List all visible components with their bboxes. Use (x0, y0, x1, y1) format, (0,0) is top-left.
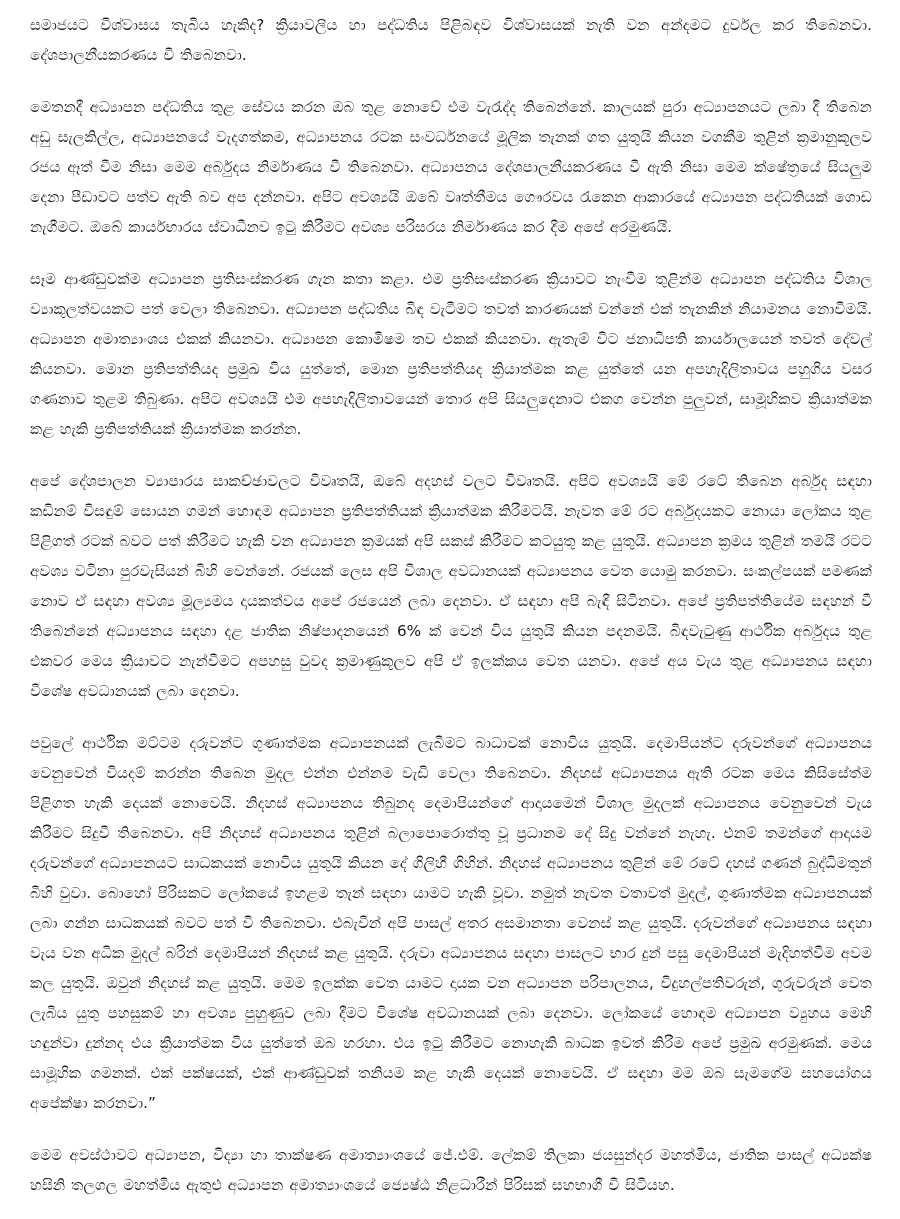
paragraph-trust: සමාජයට විශ්වාසය තැබිය හැකිද? ක්‍රියාවලිය හා පද්ධතිය පිළිබඳව විශ්වාසයක් නැති වන අන්දමට දුර්වල කර තිබෙනවා. දේශපාලනීයකරණය වී තිබෙනවා. (30, 16, 872, 64)
paragraph-attendees: මෙම අවස්ථාවට අධ්‍යාපන, විද්‍යා හා තාක්ෂණ අමාත්‍යාංශයේ ජේ.එම්. ලේකම් තිලකා ජයසුන්දර මහත්මිය, ජාතික පාසල් අධ්‍යක්ෂ හසිනි තලගල මහත්මිය ඇතුළු අධ්‍යාපන අමාත්‍යාංශයේ ජ්‍යෙෂ්ඨ නිළධාරීන් පිරිසක් සහභාගී වී සිටියහ. (30, 1146, 872, 1194)
paragraph-policy: අපේ දේශපාලන ව්‍යාපාරය සාකච්ඡාවලට විවෘතයි, ඔබේ අදහස් වලට විවෘතයි. අපිට අවශ්‍යයි මේ රටේ තිබෙන අර්බුද සඳහා කඩිනම් විසඳුම් සොයන ගමන් හොඳම අධ්‍යාපන ප්‍රතිපත්තියක් ක්‍රියාත්මක කිරීමටයි. නැවත මේ රට අර්බුදයකට නොයා ලෝකය තුළ පිළිගත් රටක් බවට පත් කිරීමට හැකි වන අධ්‍යාපන ක්‍රමයක් අපි සකස් කිරීමට කටයුතු කළ යුතුයි. අධ්‍යාපන ක්‍රමය තුළින් තමයි රටට අවශ්‍ය වටිනා පුරවැසියන් බිහි වෙන්නේ. රජයක් ලෙස අපි විශාල අවධානයක් අධ්‍යාපනය වෙත යොමු කරනවා. සංකල්පයක් පමණක් නොව ඒ සඳහා අවශ්‍ය මූල්‍යමය දායකත්වය අපේ රජයෙන් ලබා දෙනවා. ඒ සඳහා අපි බැඳී සිටිනවා. අපේ ප්‍රතිපත්තියේම සඳහන් වී තිබෙන්නේ අධ්‍යාපනය සඳහා දළ ජාතික නිෂ්පාදනයෙන් 6% ක් වෙන් විය යුතුයි කියන පදනමයි. බිඳවැටුණු ආර්ථික අර්බුදය තුළ එකවර මෙය ක්‍රියාවට නැන්වීමට අපහසු වුවද ක්‍රමාණුකූලව අපි ඒ ඉලක්කය වෙත යනවා. අපේ අය වැය තුළ අධ්‍යාපනය සඳහා විශේෂ අවධානයක් ලබා දෙනවා. (30, 472, 872, 700)
paragraph-education-system: මෙතනදී අධ්‍යාපන පද්ධතිය තුළ සේවය කරන ඔබ තුළ නොවේ එම වැරැද්ද තිබෙන්නේ. කාලයක් පුරා අධ්‍යාපනයට ලබා දී තිබෙන අඩු සැලකිල්ල, අධ්‍යාපනයේ වැදගත්කම, අධ්‍යාපනය රටක සංවර්ධනයේ මූලික තැනක් ගත යුතුයි කියන වගකීම තුළින් ක්‍රමානුකූලව රජය ඈත් වීම නිසා මෙම අර්බුදය නිර්මාණය වී තිබෙනවා. අධ්‍යාපනය දේශපාලනීයකරණය වී ඇති නිසා මෙම ක්ෂේත්‍රයේ සියලුම දෙනා පීඩාවට පත්ව ඇති බව අප දන්නවා. අපිට අවශ්‍යයි ඔබේ වෘත්තීමය ගෞරවය රැකෙන ආකාරයේ අධ්‍යාපන පද්ධතියක් ගොඩ නැගීමට. ඔබේ කාර්යභාරය ස්වාධීනව ඉටු කිරීමට අවශ්‍ය පරිසරය නිර්මාණය කර දීම අපේ අරමුණයි. (30, 98, 872, 236)
paragraph-reforms: සෑම ආණ්ඩුවක්ම අධ්‍යාපන ප්‍රතිසංස්කරණ ගැන කතා කළා. එම ප්‍රතිසංස්කරණ ක්‍රියාවට නැංවීම තුළින්ම අධ්‍යාපන පද්ධතිය විශාල ව්‍යාකූලත්වයකට පත් වෙලා තිබෙනවා. අධ්‍යාපන පද්ධතිය බිඳ වැටීමට තවත් කාරණයක් වන්නේ එක් තැනකින් නියාමනය නොවීමයි. අධ්‍යාපන අමාත්‍යාංශය එකක් කියනවා. අධ්‍යාපන කොමිෂම තව එකක් කියනවා. ඇතැම් විට ජනාධිපති කාර්යාලයෙන් තවත් දේවල් කියනවා. මොන ප්‍රතිපත්තියද ප්‍රමුඛ විය යුත්තේ, මොන ප්‍රතිපත්තියද ක්‍රියාත්මක කළ යුත්තේ යන අපහැදිලිතාවය පහුගිය වසර ගණනාව තුළම තිබුණා. අපිට අවශ්‍යයි එම අපහැදිලිතාවයෙන් තොර අපි සියලුදෙනාට එකග වෙන්න පුලුවන්, සාමූහිකව ක්‍රියාත්මක කළ හැකි ප්‍රතිපත්තියක් ක්‍රියාත්මක කරන්න. (30, 270, 872, 438)
paragraph-free-education: පවුලේ ආර්ථික මට්ටම දරුවන්ට ගුණාත්මක අධ්‍යාපනයක් ලැබීමට බාධාවක් නොවිය යුතුයි. දෙමාපියන්ට දරුවන්ගේ අධ්‍යාපනය වෙනුවෙන් වියදම් කරන්න තිබෙන මුදල එන්න එන්නම වැඩි වෙලා තිබෙනවා. නිදහස් අධ්‍යාපනය ඇති රටක මෙය කිසිසේත්ම පිළිගත හැකි දෙයක් නොවෙයි. නිදහස් අධ්‍යාපනය තිබුනද දෙමාපියන්ගේ ආදායමෙන් විශාල මුදලක් අධ්‍යාපනය වෙනුවෙන් වැය කිරීමට සිදුවී තිබෙනවා. අපි නිදහස් අධ්‍යාපනය තුළින් බලාපොරොත්තු වූ ප්‍රධානම දේ සිදු වන්නේ නැහැ. එනම් තමන්ගේ ආදායම දරුවන්ගේ අධ්‍යාපනයට සාධකයක් නොවිය යුතුයි කියන දේ ගිලිහී ගිහින්. නිදහස් අධ්‍යාපනය තුළින් මේ රටේ දහස් ගණන් බුද්ධිමතුන් බිහි වුවා. බොහෝ පිරිසකට ලෝකයේ ඉහළම තැන් සඳහා යාමට හැකි වූවා. නමුත් නැවත වතාවත් මුදල්, ගුණාත්මක අධ්‍යාපනයක් ලබා ගන්න සාධකයක් බවට පත් වී තිබෙනවා. එබැවින් අපි පාසල් අතර අසමානතා වෙනස් කළ යුතුයි. දරුවන්ගේ අධ්‍යාපනය සඳහා වැය වන අධික මුදල් බරින් දෙමාපියන් නිදහස් කළ යුතුයි. දරුවා අධ්‍යාපනය සඳහා පාසලට භාර දුන් පසු දෙමාපියන් මැදිහත්වීම අවම කල යුතුයි. ඔවුන් නිදහස් කළ යුතුයි. මෙම ඉලක්ක වෙත යාමට දායක වන අධ්‍යාපන පරිපාලනය, විදුහල්පතිවරුන්, ගුරුවරුන් වෙත ලැබිය යුතු පහසුකම් හා අවශ්‍ය පුහුණුව ලබා දීමට විශේෂ අවධානයක් ලබා දෙනවා. ලෝකයේ හොඳම අධ්‍යාපන ව්‍යුහය මෙහි හඳුන්වා දුන්නද එය ක්‍රියාත්මක විය යුත්තේ ඔබ හරහා. එය ඉටු කිරීමට නොහැකි බාධක ඉවත් කිරීම අපේ ප්‍රමුඛ අරමුණක්. මෙය සාමූහික ගමනක්. එක් පක්ෂයක්, එක් ආණ්ඩුවක් තනියම කළ හැකි දෙයක් නොවෙයි. ඒ සඳහා මම ඔබ සැමගේම සහයෝගය අපේක්ෂා කරනවා.” (30, 734, 872, 1112)
